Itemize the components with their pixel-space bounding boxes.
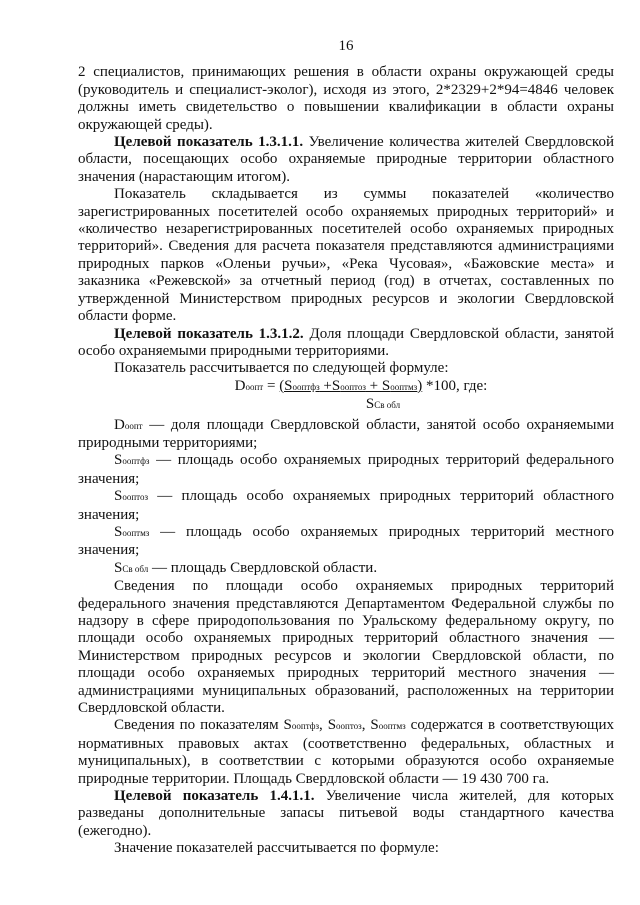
- indicator-heading: Целевой показатель 1.3.1.1.: [114, 134, 304, 151]
- paragraph-legal-acts: Сведения по показателям Sооптфз, Sооптоз, Sооптмз содержатся в соответствующих нормативных правовых актах (соответственно федеральных, областных и муниципальных), в соответствии с которыми образуются особо охраняемые природные территории. Площадь Свердловской области — 19 430 700 га.: [78, 717, 614, 787]
- indicator-text: Увеличение количества жителей Свердловской области, посещающих особо охраняемые природные территории областного значения (нарастающим итогом).: [78, 134, 614, 185]
- formula-numerator: (Sооптфз +Sооптоз + Sооптмз): [279, 377, 423, 394]
- definition-s-local: Sооптмз — площадь особо охраняемых природных территорий местного значения;: [78, 523, 614, 559]
- paragraph-visitors: Показатель складывается из суммы показателей «количество зарегистрированных посетителей особо охраняемых природных территорий» и «количество незарегистрированных посетителей особо охраняемых природных территорий». Сведения для расчета показателя представляются администрациями природных парков «Оленьи ручьи», «Река Чусовая», «Бажовские места» и заказника «Режевской» за отчетный период (год) в отчетах, составленных по утвержденной Министерством природных ресурсов и экологии Свердловской области форме.: [78, 186, 614, 325]
- definition-s-region-area: SСв обл — площадь Свердловской области.: [114, 559, 378, 576]
- definition-s-federal: Sооптфз — площадь особо охраняемых природных территорий федерального значения;: [78, 452, 614, 487]
- indicator-text: Увеличение числа жителей, для которых разведаны дополнительные запасы питьевой воды стандартного качества (ежегодно).: [78, 788, 614, 839]
- page-number: 16: [338, 38, 354, 54]
- formula-denominator: SСв обл: [365, 396, 401, 413]
- indicator-heading: Целевой показатель 1.3.1.2.: [114, 325, 304, 342]
- formula-numerator-line: Dоопт = (Sооптфз +Sооптоз + Sооптмз) *100, где:: [234, 377, 488, 394]
- indicator-text: Доля площади Свердловской области, занятой особо охраняемыми природными территориями.: [78, 325, 614, 359]
- definition-doopt: Dоопт — доля площади Свердловской области, занятой особо охраняемыми природными территориями;: [78, 416, 614, 451]
- paragraph-data-sources: Сведения по площади особо охраняемых природных территорий федерального значения представляются Департаментом Федеральной службы по надзору в сфере природопользования по Уральскому федеральному округу, по площади особо охраняемых природных территорий областного значения — Министерством природных ресурсов и экологии Свердловской области, по площади особо охраняемых природных территорий местного значения — администрациями муниципальных образований, расположенных на территории Свердловской области.: [78, 578, 614, 717]
- formula-intro-2: Значение показателей рассчитывается по формуле:: [114, 840, 439, 857]
- target-indicator-1-4-1-1: [78, 788, 614, 840]
- definition-s-regional: Sооптоз — площадь особо охраняемых природных территорий областного значения;: [78, 488, 614, 523]
- target-indicator-1-3-1-2: [78, 326, 614, 361]
- paragraph-continuation: 2 специалистов, принимающих решения в области охраны окружающей среды (руководитель и специалист-эколог), исходя из этого, 2*2329+2*94=4846 человек должны иметь свидетельство о повышении квалификации в области охраны окружающей среды).: [78, 64, 614, 133]
- indicator-heading: Целевой показатель 1.4.1.1.: [114, 788, 315, 805]
- target-indicator-1-3-1-1: [78, 134, 614, 186]
- formula-intro: Показатель рассчитывается по следующей формуле:: [114, 360, 449, 377]
